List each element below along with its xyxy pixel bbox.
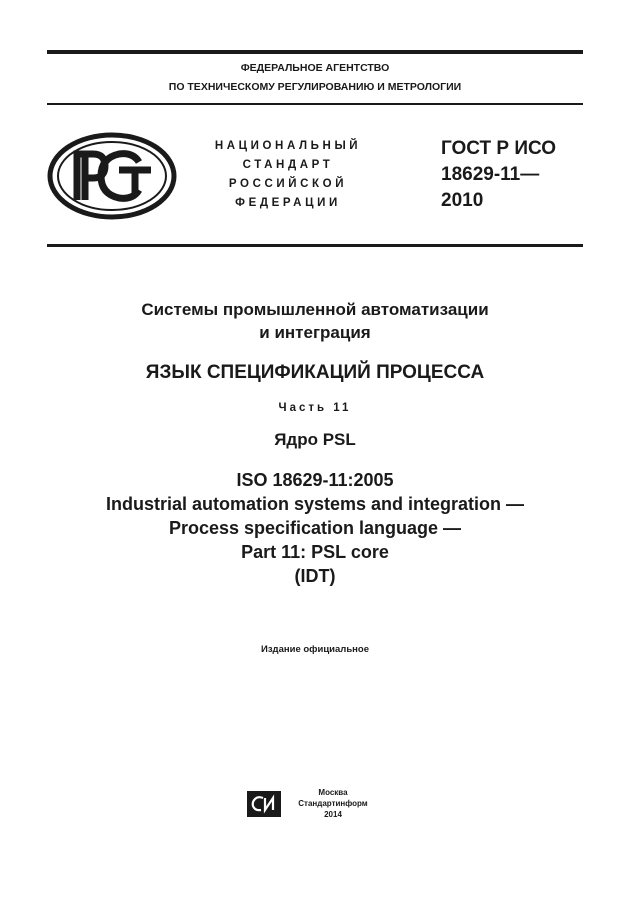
publisher-name: Стандартинформ — [298, 799, 368, 808]
standard-type — [188, 137, 388, 213]
title-ru-line-2: и интеграция — [259, 323, 371, 342]
designation-line-1: ГОСТ Р ИСО — [441, 138, 557, 159]
edition-label: Издание официальное — [261, 644, 369, 655]
iso-line-4: Part 11: PSL core — [241, 542, 389, 562]
iso-line-2: Industrial automation systems and integration — — [105, 494, 525, 514]
header-divider — [47, 103, 583, 105]
title-russian — [0, 298, 630, 344]
standard-type-line-1: НАЦИОНАЛЬНЫЙ — [214, 140, 362, 152]
iso-line-3: Process specification language — — [168, 518, 462, 538]
agency-line-2: ПО ТЕХНИЧЕСКОМУ РЕГУЛИРОВАНИЮ И МЕТРОЛОГИИ — [168, 81, 462, 93]
designation-line-2: 18629-11— — [441, 164, 540, 185]
part-title: Ядро PSL — [274, 430, 356, 449]
iso-line-1: ISO 18629-11:2005 — [236, 470, 394, 490]
standard-designation — [441, 136, 556, 214]
title-main: ЯЗЫК СПЕЦИФИКАЦИЙ ПРОЦЕССА — [145, 362, 485, 383]
header-bottom-rule — [47, 244, 583, 247]
publisher-info — [288, 787, 378, 820]
designation-line-3: 2010 — [441, 190, 484, 211]
iso-line-5: (IDT) — [294, 566, 336, 586]
standard-type-line-4: ФЕДЕРАЦИИ — [235, 197, 341, 209]
standard-type-line-3: РОССИЙСКОЙ — [228, 178, 348, 190]
publisher-city: Москва — [318, 788, 348, 797]
title-ru-line-1: Системы промышленной автоматизации — [141, 300, 489, 319]
part-number: Часть 11 — [278, 402, 352, 414]
agency-line-1: ФЕДЕРАЛЬНОЕ АГЕНТСТВО — [240, 62, 390, 74]
iso-reference — [0, 468, 630, 588]
standartinform-logo-icon — [246, 790, 282, 818]
rst-conformity-mark-icon — [47, 132, 177, 220]
publisher-year: 2014 — [324, 810, 342, 819]
top-rule — [47, 50, 583, 54]
standard-type-line-2: СТАНДАРТ — [242, 159, 334, 171]
